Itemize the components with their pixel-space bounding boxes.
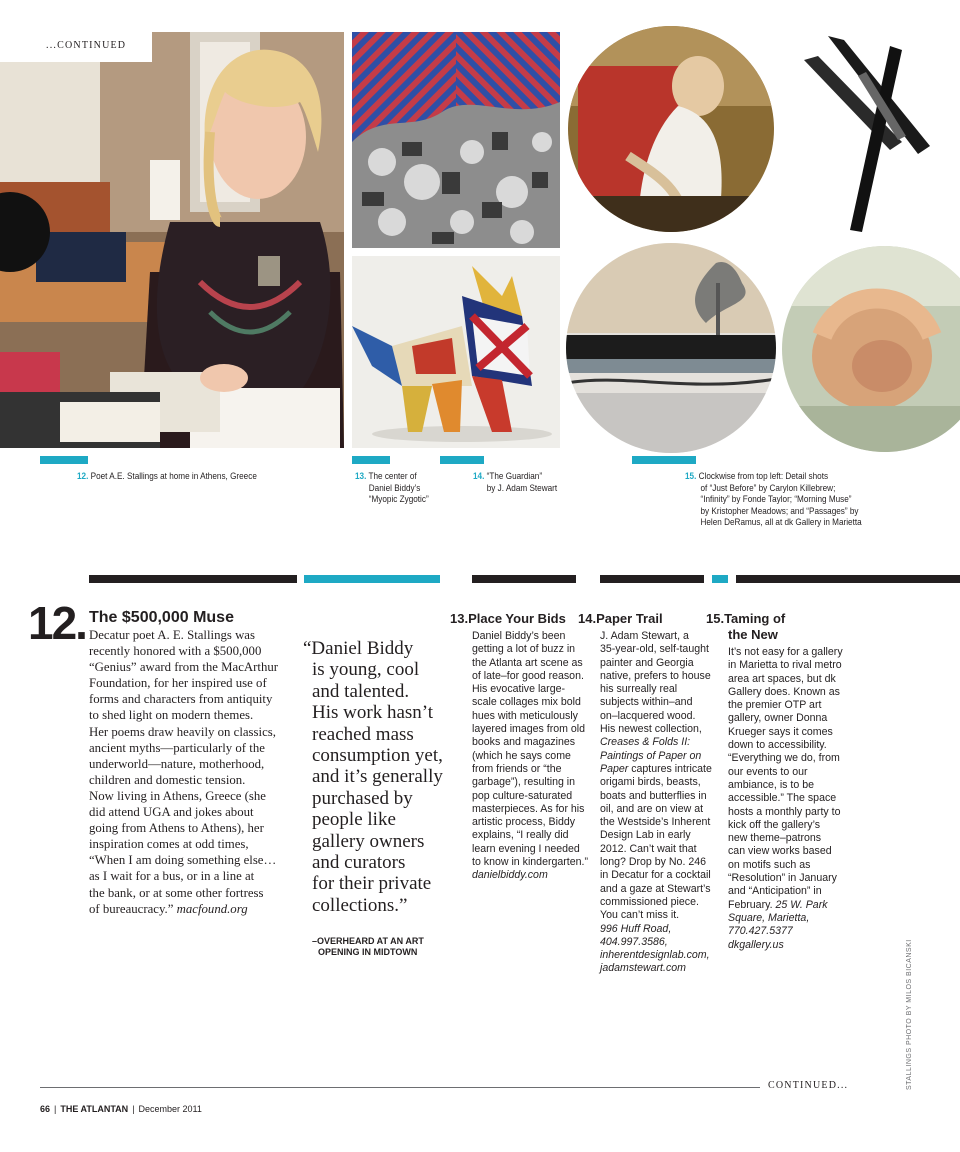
caption-15-bar	[632, 456, 696, 464]
s15-line: in Marietta to rival metro	[728, 659, 842, 672]
caption-12-text: Poet A.E. Stallings at home in Athens, Greece	[90, 471, 257, 482]
myopic-zygotic-photo	[352, 32, 560, 248]
caption-13-line1: The center of	[368, 471, 417, 482]
issue-date: December 2011	[138, 1104, 202, 1114]
quote-line: and talented.	[312, 680, 410, 702]
quote-attribution	[312, 936, 442, 958]
caption-12-number: 12.	[77, 471, 89, 482]
s13-line: the Atlanta art scene as	[472, 656, 583, 669]
stallings-photo	[0, 32, 344, 448]
s15-line: ambiance, is to be	[728, 778, 814, 791]
s15-line: It’s not easy for a gallery	[728, 646, 843, 658]
s13-url-link[interactable]: danielbiddy.com	[472, 869, 548, 882]
s13-line: scale collages mix bold	[472, 696, 581, 709]
s13-line: of late–for good reason.	[472, 669, 584, 682]
caption-15-line4: by Kristopher Meadows; and “Passages” by	[700, 505, 859, 517]
s15-line: “Everything we do, from	[728, 752, 840, 765]
rule-13	[472, 575, 576, 583]
section-13-title	[450, 611, 590, 627]
quote-line: for their private	[312, 873, 432, 895]
s15-address: Square, Marietta,	[728, 911, 810, 924]
passages-painting	[782, 246, 960, 452]
s12-line: Now living in Athens, Greece (she	[89, 788, 266, 803]
morning-muse-art	[566, 243, 776, 453]
s14-line: painter and Georgia	[600, 656, 694, 669]
s15-line: Krueger says it comes	[728, 725, 833, 738]
s14-line: 2012. Can’t wait that	[600, 842, 697, 855]
s12-line: underworld—nature, motherhood,	[89, 756, 265, 771]
s14-line: on–lacquered wood.	[600, 709, 696, 722]
passages-art	[782, 246, 960, 452]
s12-line: Her poems draw heavily on classics,	[89, 724, 276, 739]
s12-line: children and domestic tension.	[89, 772, 246, 787]
s14-line: oil, and are on view at	[600, 802, 704, 815]
s15-line: gallery, owner Donna	[728, 712, 828, 725]
quote-line: is young, cool	[312, 659, 420, 681]
quote-attr-line2: OPENING IN MIDTOWN	[318, 947, 418, 957]
caption-15-line2: of “Just Before” by Carylon Killebrew;	[700, 482, 836, 494]
s14-address: 996 Huff Road,	[600, 922, 672, 935]
section-15-title-line2: the New	[728, 627, 778, 642]
section-15-body	[728, 646, 868, 952]
caption-12-bar	[40, 456, 88, 464]
s13-line: explains, “I really did	[472, 829, 569, 842]
quote-line: gallery owners	[312, 830, 425, 852]
section-14-number: 14.	[578, 611, 597, 626]
section-12-body	[89, 627, 299, 917]
s14-line: boats and butterflies in	[600, 789, 707, 802]
s14-line: long? Drop by No. 246	[600, 856, 707, 869]
s13-line: artistic process, Biddy	[472, 816, 576, 829]
s13-line: to know in kindergarten.”	[472, 856, 589, 869]
s15-line: “Resolution” in January	[728, 872, 837, 885]
s15-line: the premier OTP art	[728, 699, 822, 712]
rule-14	[600, 575, 704, 583]
s15-line: our events to our	[728, 765, 808, 778]
caption-15-number: 15.	[685, 471, 697, 482]
section-12-number: 12.	[28, 597, 86, 649]
s15-line: new theme–patrons	[728, 832, 822, 845]
folio	[40, 1104, 202, 1114]
s13-line: His evocative large-	[472, 683, 566, 696]
section-15-title	[706, 611, 846, 643]
s12-line: ancient myths—particularly of the	[89, 740, 265, 755]
s14-italic-tail: Paper	[600, 762, 629, 775]
s13-line: layered images from old	[472, 723, 586, 736]
the-guardian-photo	[352, 256, 560, 448]
infinity-artwork	[798, 36, 930, 236]
morning-muse-painting	[566, 243, 776, 453]
section-14-title	[578, 611, 708, 627]
quote-line: His work hasn’t	[312, 702, 434, 724]
quote-line: collections.”	[312, 894, 408, 916]
section-15-number: 15.	[706, 611, 725, 626]
s15-phone: 770.427.5377	[728, 925, 793, 938]
s13-line: Daniel Biddy’s been	[472, 630, 566, 642]
quote-line: and curators	[312, 852, 406, 874]
caption-13-line2: Daniel Biddy’s	[368, 482, 421, 494]
quote-line: “Daniel Biddy	[303, 638, 414, 659]
just-before-art	[568, 26, 774, 232]
section-13-number: 13.	[450, 611, 469, 626]
s13-line: hues with meticulously	[472, 709, 578, 722]
stallings-photo-art	[0, 32, 344, 448]
s12-line: Decatur poet A. E. Stallings was	[89, 628, 255, 642]
s12-line: going from Athens to Athens), her	[89, 821, 264, 836]
s12-line: forms and characters from antiquity	[89, 692, 273, 707]
infinity-art	[798, 36, 930, 236]
s13-line: (which he says come	[472, 749, 571, 762]
s13-line: from friends or “the	[472, 762, 562, 775]
s14-line: subjects within–and	[600, 696, 693, 709]
s14-line: Design Lab in early	[600, 829, 691, 842]
s13-line: books and magazines	[472, 736, 576, 749]
caption-13-bar	[352, 456, 390, 464]
s14-line: You can’t miss it.	[600, 909, 680, 922]
continued-label: ...CONTINUED	[0, 32, 152, 62]
s14-url-link[interactable]: jadamstewart.com	[600, 962, 686, 975]
s14-line: 35-year-old, self-taught	[600, 643, 709, 656]
the-guardian-art	[352, 256, 560, 448]
pull-quote	[303, 638, 443, 916]
myopic-zygotic-art	[352, 32, 560, 248]
s12-line: the bank, or at some other fortress	[89, 885, 264, 900]
section-13-body	[472, 630, 592, 883]
rule-15-accent	[712, 575, 728, 583]
caption-12	[77, 471, 283, 483]
s12-url-link[interactable]: macfound.org	[176, 901, 248, 916]
folio-divider: |	[132, 1104, 135, 1114]
page-number: 66	[40, 1104, 51, 1114]
continued-footer-label: CONTINUED...	[768, 1080, 849, 1091]
s15-line: can view works based	[728, 845, 832, 858]
s12-line: to shed light on modern themes.	[89, 708, 254, 723]
quote-line: consumption yet,	[312, 745, 443, 767]
s14-line: origami birds, beasts,	[600, 776, 701, 789]
s13-line: garbage”), resulting in	[472, 776, 576, 789]
s12-line: did attend UGA and jokes about	[89, 805, 254, 820]
s14-line: native, prefers to house	[600, 669, 711, 682]
s14-line: the Westside’s Inherent	[600, 816, 711, 829]
footer-rule	[40, 1087, 760, 1088]
caption-14-line2: by J. Adam Stewart	[486, 482, 558, 494]
s14-line: in Decatur for a cocktail	[600, 869, 711, 882]
caption-13-line3: “Myopic Zygotic”	[368, 494, 429, 505]
rule-15	[736, 575, 960, 583]
s14-line: and a gaze at Stewart’s	[600, 882, 711, 895]
s14-line: commissioned piece.	[600, 895, 699, 908]
s12-line: Foundation, for her inspired use of	[89, 676, 267, 691]
s12-line: as I wait for a bus, or in a line at	[89, 869, 255, 884]
caption-15-line5: Helen DeRamus, all at dk Gallery in Marietta	[700, 517, 862, 528]
s15-line: on motifs such as	[728, 858, 811, 871]
s13-line: masterpieces. As for his	[472, 802, 585, 815]
s13-line: pop culture-saturated	[472, 789, 573, 802]
quote-attr-line1: –OVERHEARD AT AN ART	[312, 936, 424, 946]
s15-line: and “Anticipation” in	[728, 885, 822, 898]
s12-line: recently honored with a $500,000	[89, 644, 262, 659]
caption-15	[685, 471, 866, 529]
caption-14-line1: “The Guardian”	[486, 471, 543, 482]
s12-line: inspiration comes at odd times,	[89, 837, 249, 852]
s14-line: J. Adam Stewart, a	[600, 630, 689, 642]
s15-line: Gallery does. Known as	[728, 685, 840, 698]
s15-last-plain: February.	[728, 898, 773, 911]
section-15-title-line1: Taming of	[724, 611, 786, 626]
caption-14-number: 14.	[473, 471, 485, 482]
s14-italic-line: Paintings of Paper on	[600, 749, 702, 762]
s15-url-link[interactable]: dkgallery.us	[728, 938, 784, 951]
caption-14	[473, 471, 568, 494]
s14-italic-line: Creases & Folds II:	[600, 736, 691, 749]
magazine-name: THE ATLANTAN	[60, 1104, 129, 1114]
folio-divider: |	[54, 1104, 57, 1114]
s15-line: hosts a monthly party to	[728, 805, 841, 818]
quote-line: people like	[312, 809, 396, 831]
section-14-title-text: Paper Trail	[596, 611, 663, 626]
just-before-painting	[568, 26, 774, 232]
s13-line: learn evening I needed	[472, 842, 580, 855]
section-13-title-text: Place Your Bids	[468, 611, 566, 626]
s15-address-start: 25 W. Park	[775, 898, 828, 911]
photo-credit: STALLINGS PHOTO BY MILOS BICANSKI	[906, 939, 913, 1090]
caption-15-line1: Clockwise from top left: Detail shots	[698, 471, 829, 482]
section-14-body	[600, 630, 724, 976]
s14-url-link[interactable]: inherentdesignlab.com,	[600, 949, 710, 962]
s12-line: “Genius” award from the MacArthur	[89, 660, 279, 675]
quote-line: and it’s generally	[312, 766, 443, 788]
s15-line: down to accessibility.	[728, 739, 827, 752]
s15-line: area art spaces, but dk	[728, 672, 836, 685]
caption-13-number: 13.	[355, 471, 367, 482]
s15-line: accessible.” The space	[728, 792, 837, 805]
rule-12	[89, 575, 297, 583]
s12-line: of bureaucracy.”	[89, 901, 174, 916]
caption-13	[355, 471, 450, 506]
caption-15-line3: “Infinity” by Fonde Taylor; “Morning Muse”	[700, 494, 852, 505]
quote-line: reached mass	[312, 723, 414, 745]
s14-after-tail: captures intricate	[628, 762, 712, 775]
s14-line: his surreally real	[600, 683, 678, 696]
caption-14-bar	[440, 456, 484, 464]
rule-quote	[304, 575, 440, 583]
quote-line: purchased by	[312, 787, 413, 809]
section-12-title: The $500,000 Muse	[89, 609, 234, 626]
s13-line: getting a lot of buzz in	[472, 643, 576, 656]
s12-line: “When I am doing something else…	[89, 853, 277, 868]
s14-phone: 404.997.3586,	[600, 935, 668, 948]
s15-line: kick off the gallery’s	[728, 818, 821, 831]
s14-line: His newest collection,	[600, 723, 702, 736]
